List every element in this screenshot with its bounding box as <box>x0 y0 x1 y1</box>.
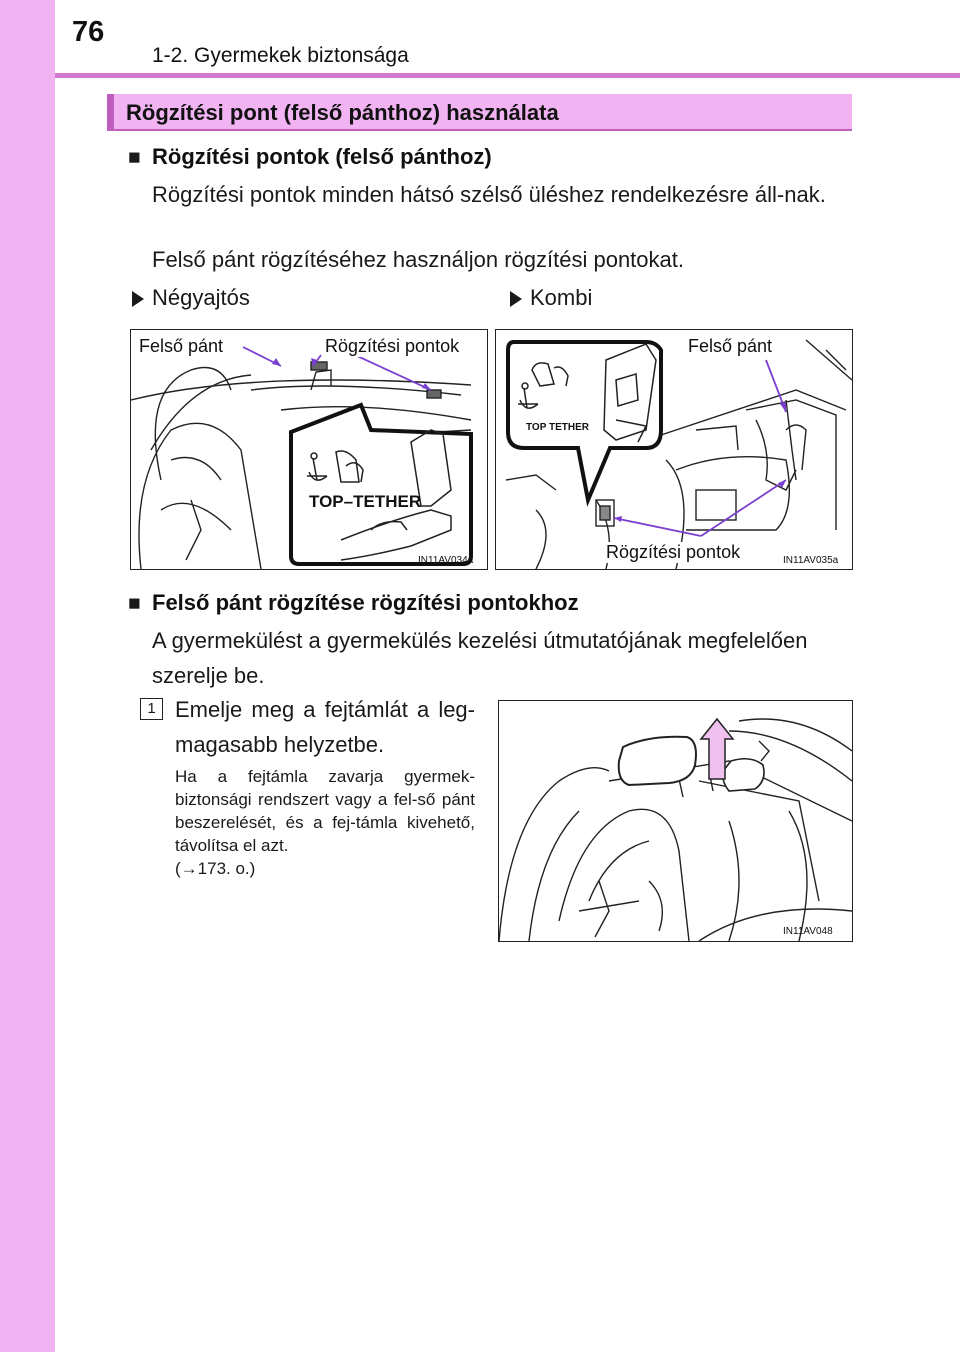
triangle-bullet-icon <box>510 291 522 307</box>
figure-code: IN11AV035a <box>783 555 839 566</box>
section-title: Rögzítési pont (felső pánthoz) használata <box>126 100 559 125</box>
callout-top-strap: Felső pánt <box>688 336 773 356</box>
step-note: Ha a fejtámla zavarja gyermek-biztonsági rendszert vagy a fel-ső pánt beszerelését, és a fej-támla kivehető, távolítsa el azt. <box>175 767 475 855</box>
subheading-attach-strap: Felső pánt rögzítése rögzítési pontokhoz <box>152 590 579 615</box>
sedan-illustration <box>131 330 487 569</box>
header-rule <box>55 73 960 78</box>
page-number: 76 <box>72 16 105 48</box>
callout-top-strap: Felső pánt <box>139 336 224 356</box>
figure-headrest-raise <box>498 700 853 942</box>
subheading-anchor-points: Rögzítési pontok (felső pánthoz) <box>152 144 492 169</box>
step-instruction: Emelje meg a fejtámlát a leg-magasabb helyzetbe. <box>175 697 475 757</box>
inset-label-wagon: TOP TETHER <box>526 422 589 433</box>
page-reference: (→173. o.) <box>175 859 256 878</box>
section-title-underline <box>107 129 852 131</box>
paragraph-anchor-usage: Felső pánt rögzítéséhez használjon rögzítési pontokat. <box>152 247 684 272</box>
paragraph-install-seat: A gyermekülést a gyermekülés kezelési útmutatójának megfelelően szerelje be. <box>152 628 808 688</box>
triangle-bullet-icon <box>132 291 144 307</box>
bullet-square: ■ <box>128 146 141 169</box>
inset-label-sedan: TOP–TETHER <box>309 492 422 511</box>
figure-sedan-anchors <box>130 329 488 570</box>
figure-wagon-anchors <box>495 329 853 570</box>
step-number-box: 1 <box>140 698 163 720</box>
variant-label-wagon: Kombi <box>530 285 593 310</box>
callout-anchor-points: Rögzítési pontok <box>325 336 460 356</box>
paragraph-anchor-availability: Rögzítési pontok minden hátsó szélső üléshez rendelkezésre áll-nak. <box>152 182 826 207</box>
figure-code: IN11AV034a <box>418 555 474 566</box>
chapter-title: 1-2. Gyermekek biztonsága <box>152 44 409 67</box>
bullet-square: ■ <box>128 592 141 615</box>
variant-label-sedan: Négyajtós <box>152 285 250 310</box>
headrest-illustration <box>499 701 852 941</box>
wagon-illustration <box>496 330 852 569</box>
callout-anchor-points: Rögzítési pontok <box>606 542 741 562</box>
page-side-bar <box>0 0 55 1352</box>
figure-code: IN11AV048 <box>783 926 833 937</box>
